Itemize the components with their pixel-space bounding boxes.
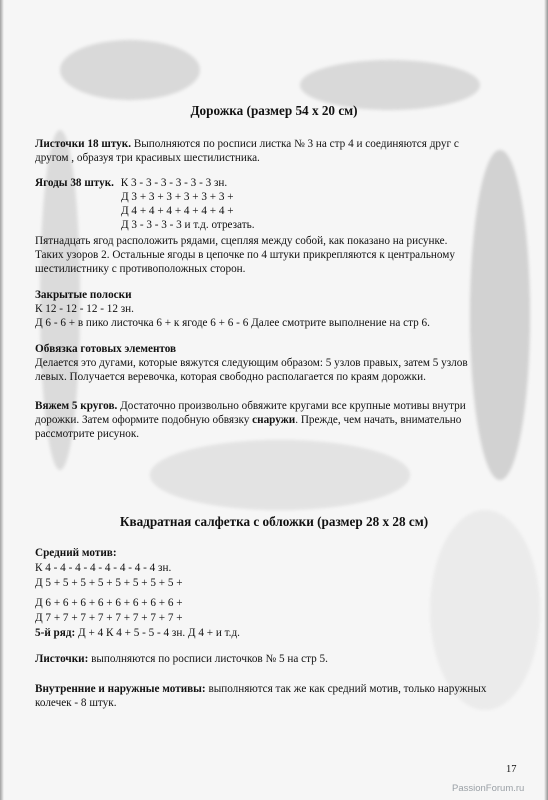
berries-line [35,176,535,190]
circles-text: рассмотрите рисунок. [35,428,140,440]
motifs-text: выполняются так же как средний мотив, только наружных [205,683,487,695]
scan-speckle [60,40,200,100]
scan-speckle [150,440,410,510]
section-title-runner: Дорожка (размер 54 х 20 см) [190,103,358,118]
circles-text: Достаточно произвольно обвяжите кругами все крупные мотивы внутри [117,400,466,412]
row5-line [35,626,535,640]
berries-heading: Ягоды 38 штук. [35,177,114,189]
doily-leaves-text: выполняются по росписи листочков № 5 на стр 5. [88,653,328,665]
paragraph-leaves [35,137,535,151]
middle-motif-row: Д 7 + 7 + 7 + 7 + 7 + 7 + 7 + 7 + [35,612,183,624]
circles-line1 [35,399,535,413]
row5-heading: 5-й ряд: [35,627,76,639]
binding-text: левых. Получается веревочка, которая свободно располагается по краям дорожки. [35,371,426,383]
berries-row: К 3 - 3 - 3 - 3 - 3 - 3 зн. [120,177,228,189]
stripes-heading: Закрытые полоски [35,289,132,301]
watermark: PassionForum.ru [452,783,525,794]
middle-motif-row: Д 5 + 5 + 5 + 5 + 5 + 5 + 5 + 5 + [35,577,183,589]
motifs-text: колечек - 8 штук. [35,697,117,709]
stripes-row: К 12 - 12 - 12 - 12 зн. [35,303,134,315]
middle-motif-row: Д 6 + 6 + 6 + 6 + 6 + 6 + 6 + 6 + [35,597,183,609]
circles-text: . Прежде, чем начать, внимательно [295,414,462,426]
doily-leaves-line [35,652,535,666]
leaves-text-line2: другом , образуя три красивых шестилистника. [35,152,260,164]
berries-text: Пятнадцать ягод расположить рядами, сцепляя между собой, как показано на рисунке. [35,235,448,247]
left-scan-edge [0,0,4,800]
berries-text: шестилистнику с противоположных сторон. [35,263,246,275]
scan-speckle [430,510,540,710]
binding-text: Делается это дугами, которые вяжутся следующим образом: 5 узлов правых, затем 5 узлов [35,357,468,369]
doily-leaves-heading: Листочки: [35,653,89,665]
berries-row: Д 4 + 4 + 4 + 4 + 4 + 4 + [121,205,234,217]
circles-line2 [35,413,535,427]
page-number: 17 [506,764,517,775]
berries-row: Д 3 - 3 - 3 - 3 и т.д. отрезать. [121,219,255,231]
row5-text: Д + 4 К 4 + 5 - 5 - 4 зн. Д 4 + и т.д. [75,627,240,639]
middle-motif-row: К 4 - 4 - 4 - 4 - 4 - 4 - 4 - 4 зн. [35,562,172,574]
right-scan-edge [544,0,548,800]
circles-emphasis: снаружи [252,414,296,426]
leaves-text: Выполняются по росписи листка № 3 на стр 4 и соединяются друг с [131,138,459,150]
middle-motif-heading: Средний мотив: [35,547,117,559]
stripes-row: Д 6 - 6 + в пико листочка 6 + к ягоде 6 + 6 - 6 Далее смотрите выполнение на стр 6. [35,317,430,329]
berries-row: Д 3 + 3 + 3 + 3 + 3 + 3 + [121,191,234,203]
berries-text: Таких узоров 2. Остальные ягоды в цепочке по 4 штуки прикрепляются к центральному [35,249,455,261]
motifs-heading: Внутренние и наружные мотивы: [35,683,206,695]
binding-heading: Обвязка готовых элементов [35,343,177,355]
section-title-doily: Квадратная салфетка с обложки (размер 28 х 28 см) [119,514,429,529]
motifs-line1 [35,682,535,696]
leaves-heading: Листочки 18 штук. [35,138,132,150]
circles-text: дорожки. Затем оформите подобную обвязку [35,414,253,426]
circles-heading: Вяжем 5 кругов. [35,400,118,412]
